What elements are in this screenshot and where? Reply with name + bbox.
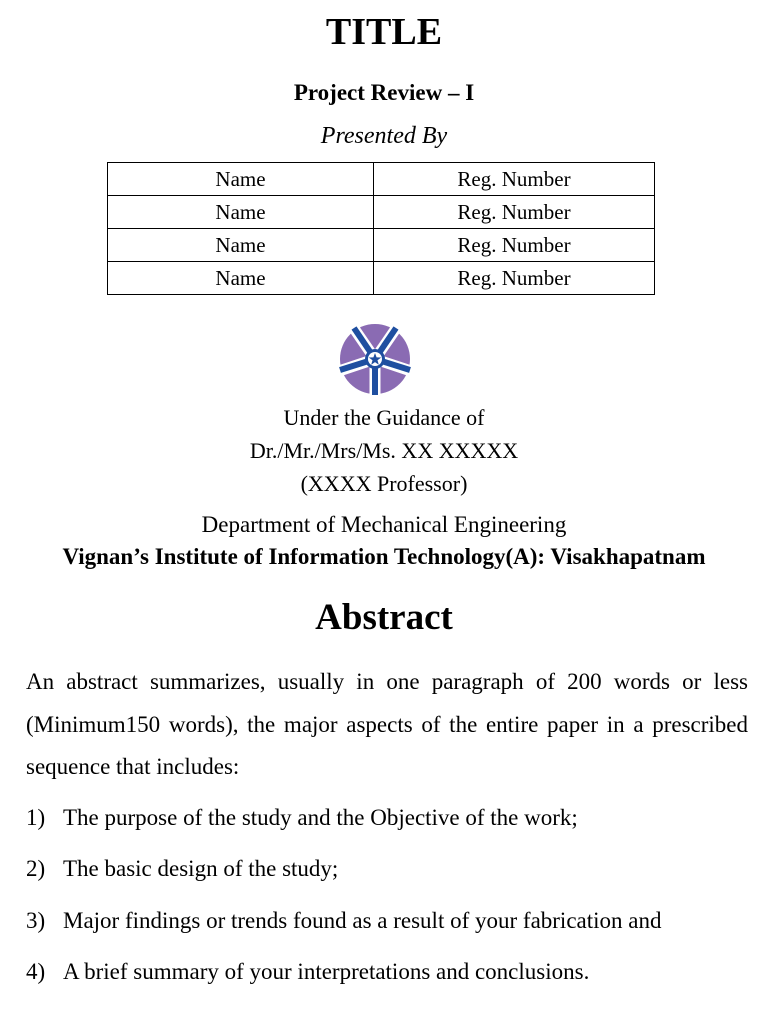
list-item: [26, 906, 748, 936]
list-item: [26, 957, 748, 987]
member-reg-cell: Reg. Number: [374, 196, 655, 229]
list-item-text: A brief summary of your interpretations and conclusions.: [63, 959, 590, 984]
document-title: TITLE: [325, 11, 443, 53]
member-name-cell: Name: [108, 229, 374, 262]
guide-name: Dr./Mr./Mrs/Ms. XX XXXXX: [249, 438, 519, 463]
department-name: Department of Mechanical Engineering: [201, 512, 567, 537]
member-reg-cell: Reg. Number: [374, 262, 655, 295]
list-item-number: 4): [26, 959, 46, 984]
guidance-label: Under the Guidance of: [283, 405, 485, 430]
list-item-number: 2): [26, 856, 46, 881]
table-row: [108, 262, 655, 295]
list-item-text: The basic design of the study;: [63, 856, 339, 881]
members-table: [107, 162, 655, 295]
member-reg-cell: Reg. Number: [374, 229, 655, 262]
list-item: [26, 854, 748, 884]
institute-emblem-icon: [337, 323, 413, 395]
list-item-text: The purpose of the study and the Objective of the work;: [63, 805, 578, 830]
table-row: [108, 163, 655, 196]
abstract-paragraph: An abstract summarizes, usually in one paragraph of 200 words or less (Minimum150 words), the major aspects of the entire paper in a prescribed sequence that includes:: [26, 669, 748, 779]
table-row: [108, 196, 655, 229]
presented-by-label: Presented By: [320, 123, 448, 149]
institute-name: Vignan’s Institute of Information Technology(A): Visakhapatnam: [62, 544, 706, 569]
member-reg-cell: Reg. Number: [374, 163, 655, 196]
list-item-text: Major findings or trends found as a result of your fabrication and: [63, 908, 662, 933]
member-name-cell: Name: [108, 163, 374, 196]
list-item: [26, 803, 748, 833]
table-row: [108, 229, 655, 262]
abstract-heading: Abstract: [315, 597, 453, 638]
guide-designation: (XXXX Professor): [300, 471, 468, 496]
list-item-number: 3): [26, 908, 46, 933]
member-name-cell: Name: [108, 196, 374, 229]
list-item-number: 1): [26, 805, 46, 830]
member-name-cell: Name: [108, 262, 374, 295]
review-label: Project Review – I: [293, 80, 475, 105]
